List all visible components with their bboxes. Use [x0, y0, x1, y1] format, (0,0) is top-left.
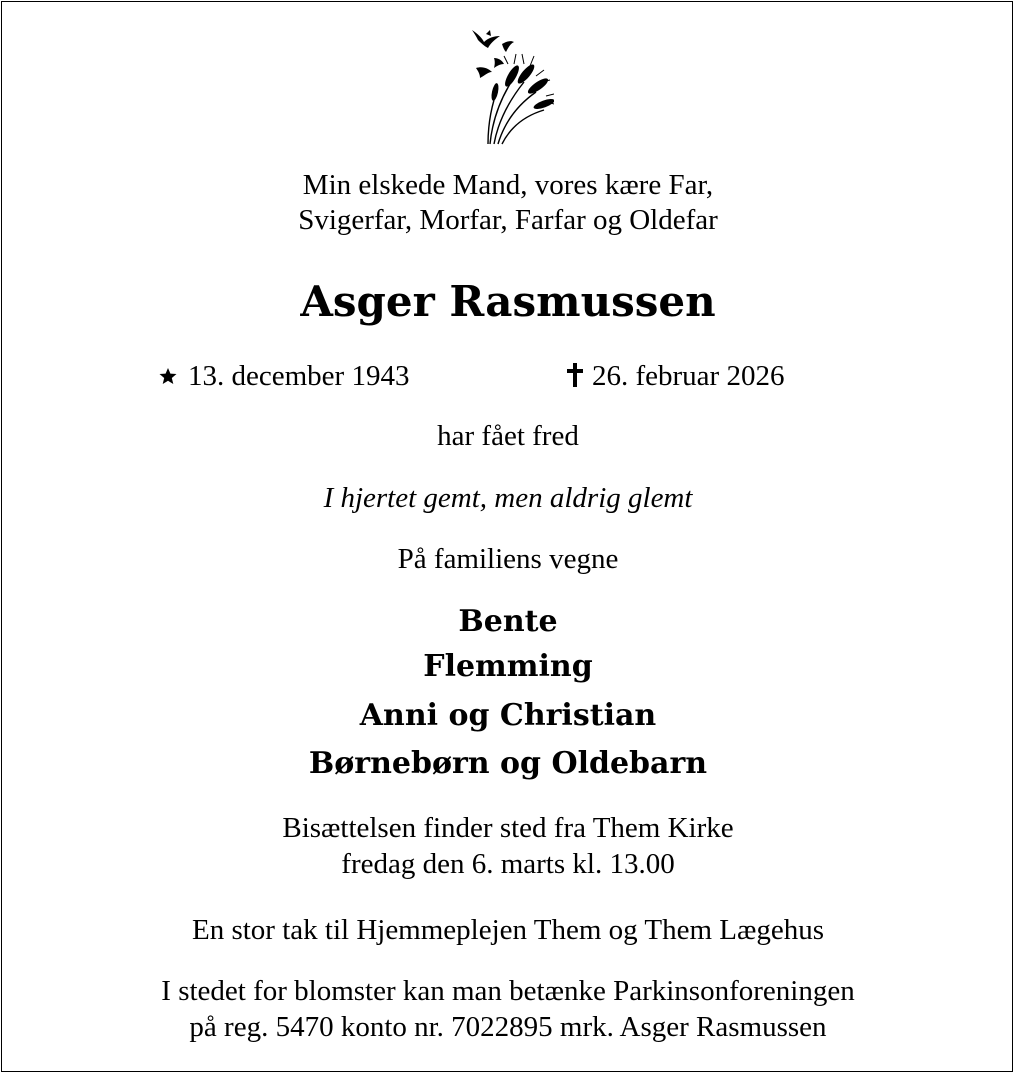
- family-member: Børnebørn og Oldebarn: [308, 746, 708, 781]
- life-dates: [0, 358, 1016, 398]
- funeral-line-2: fredag den 6. marts kl. 13.00: [341, 848, 675, 880]
- death-date-text: 26. februar 2026: [592, 360, 785, 392]
- star-icon: [158, 366, 178, 386]
- memorial-quote: I hjertet gemt, men aldrig glemt: [323, 482, 693, 514]
- birth-date: [158, 358, 409, 394]
- family-member: Anni og Christian: [359, 698, 657, 733]
- birds-and-wheat-icon: [464, 24, 554, 146]
- family-member: Flemming: [423, 649, 593, 684]
- donation-line-2: på reg. 5470 konto nr. 7022895 mrk. Asger Rasmussen: [189, 1011, 827, 1043]
- family-member: Bente: [458, 604, 558, 639]
- death-date: [566, 358, 784, 394]
- donation-line-1: I stedet for blomster kan man betænke Parkinsonforeningen: [161, 975, 855, 1007]
- status-text: har fået fred: [437, 420, 579, 452]
- intro-line-1: Min elskede Mand, vores kære Far,: [302, 169, 714, 201]
- funeral-line-1: Bisættelsen finder sted fra Them Kirke: [282, 812, 734, 844]
- cross-icon: [566, 362, 584, 388]
- intro-line-2: Svigerfar, Morfar, Farfar og Oldefar: [298, 204, 718, 236]
- birth-date-text: 13. december 1943: [188, 360, 410, 392]
- on-behalf-text: På familiens vegne: [397, 543, 619, 575]
- deceased-name: Asger Rasmussen: [300, 277, 716, 326]
- thanks-text: En stor tak til Hjemmeplejen Them og Them Lægehus: [192, 914, 824, 946]
